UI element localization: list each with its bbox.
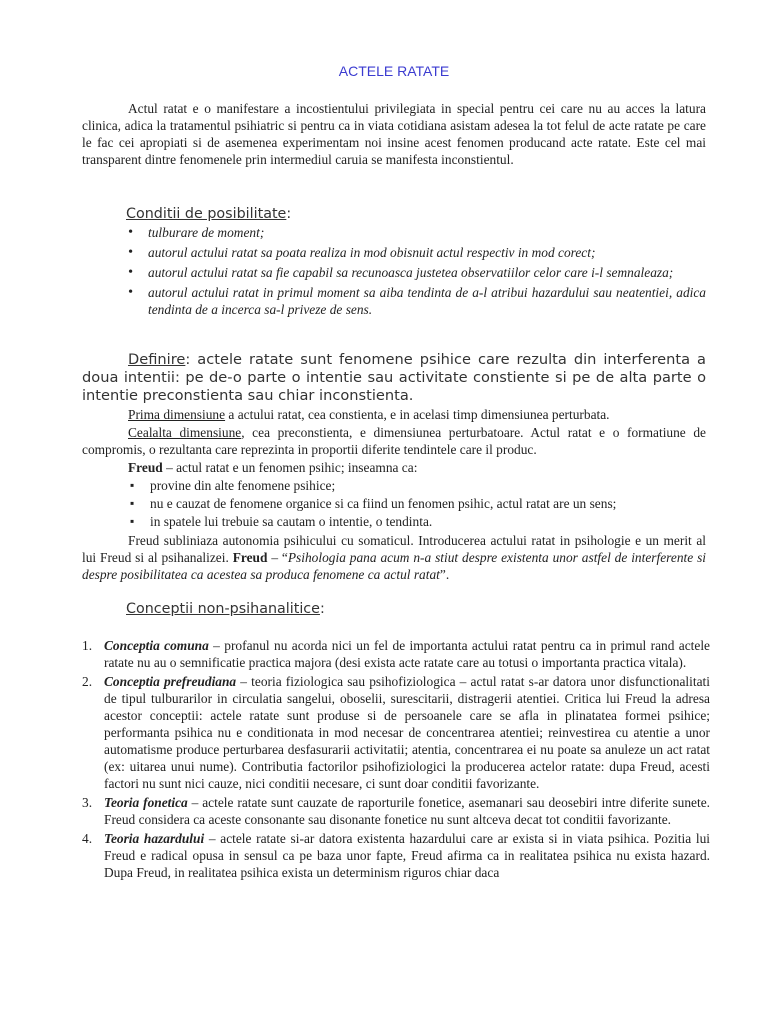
autonomy-text: Freud subliniaza autonomia psihicului cu somaticul. Introducerea actului ratat in psihologie e un merit al lui Freud si al psihanalizei. [82, 533, 706, 565]
freud-quote: Psihologia pana acum n-a stiut despre existenta unor astfel de interferente si despre posibilitatea ca acestea sa produca fenomene ca actul ratat [82, 550, 706, 582]
list-item [82, 637, 710, 671]
conceptions-heading-colon: : [319, 601, 325, 617]
list-item [82, 830, 710, 881]
conceptions-list [82, 637, 710, 881]
item-text: – actele ratate si-ar datora existenta hazardului care ar exista si in viata psihica. Pozitia lui Freud e radical opusa in sensul ca pe baza unor fapte, Freud afirma ca in realitatea psihica nu exista hazard. Dupa Freud, in realitatea psihica exista un determinism riguros chiar daca [104, 831, 710, 880]
conditions-heading-colon: : [286, 206, 292, 222]
item-text: – profanul nu acorda nici un fel de importanta actului ratat pentru ca in primul rand actele ratate nu au o semnificatie practica majora (desi exista acte ratate care au totusi o importanta practica vitala). [104, 638, 710, 670]
list-item: • autorul actului ratat sa poata realiza in mod obisnuit actul respectiv in mod corect; [126, 244, 706, 261]
freud-name: Freud [232, 550, 268, 565]
conditions-list [126, 224, 706, 318]
freud-statement-text: – actul ratat e un fenomen psihic; inseamna ca: [162, 460, 418, 475]
conceptions-heading [126, 601, 706, 618]
item-term: Teoria hazardului [104, 831, 205, 846]
item-term: Teoria fonetica [104, 795, 188, 810]
intro-paragraph: Actul ratat e o manifestare a incostientului privilegiata in special pentru cei care nu au acces la latura clinica, adica la tratamentul psihiatric si pentru ca in viata cotidiana asistam adesea la tot felul de acte ratate pe care le fac cei apropiati si de asemenea experimentam noi insine acest fenomen producand acte ratate. Este cel mai transparent dintre fenomenele prin intermediul caruia se manifesta inconstientul. [82, 101, 706, 167]
list-item [82, 673, 710, 792]
item-number: 4. [82, 831, 93, 846]
second-dimension-paragraph [82, 424, 706, 458]
list-item: ▪ in spatele lui trebuie sa cautam o intentie, o tendinta. [128, 513, 706, 530]
autonomy-paragraph [82, 532, 706, 583]
first-dimension-text: a actului ratat, cea constienta, e in acelasi timp dimensiunea perturbata. [225, 407, 610, 422]
item-term: Conceptia prefreudiana [104, 674, 237, 689]
first-dimension-paragraph [82, 406, 706, 423]
item-number: 2. [82, 674, 93, 689]
conditions-heading-text: Conditii de posibilitate [126, 206, 287, 222]
item-number: 3. [82, 795, 93, 810]
list-item: • autorul actului ratat sa fie capabil sa recunoasca justetea observatiilor celor care i-l semnaleaza; [126, 264, 706, 281]
second-dimension-label: Cealalta dimensiune [128, 425, 242, 440]
item-text: – teoria fiziologica sau psihofiziologica – actul ratat s-ar datora unor disfunctionalitati de tipul tulburarilor in circulatia sangelui, oboselii, surescitarii, distragerii atentiei. Critica lui Freud la adresa acestor conceptii: actele ratate sunt produse si de persoanele care se afla in plinatatea formei psihice; performanta psihica nu e conditionata in mod necesar de concentrarea atentiei; reinvestirea cu atentie a unor automatisme produce perturbarea desfasurarii activitatii; atentia, concentrarea ei nu poate sa anuleze un act ratat (ex: uitarea unui nume). Contributia factorilor psihofiziologici la producerea actelor ratate: dupa Freud, acesti factori nu sunt nici cauze, nici conditii necesare, ci sunt doar conditii favorizante. [104, 674, 710, 791]
item-text: – actele ratate sunt cauzate de raporturile fonetice, asemanari sau deosebiri intre diferite sunete. Freud considera ca aceste consonante sau disonante fonetice nu sunt altceva decat tot conditii favorizante. [104, 795, 711, 827]
quote-close: ”. [439, 567, 450, 582]
item-term: Conceptia comuna [104, 638, 209, 653]
list-item: ▪ provine din alte fenomene psihice; [128, 477, 706, 494]
first-dimension-label: Prima dimensiune [128, 407, 226, 422]
freud-list [128, 477, 706, 530]
list-item [82, 794, 710, 828]
definition-text: : actele ratate sunt fenomene psihice care rezulta din interferenta a doua intentii: pe de-o parte o intentie sau activitate constiente si pe de alta parte o intentie preconstienta sau chiar inconstienta. [82, 351, 706, 404]
freud-name: Freud [128, 460, 163, 475]
item-number: 1. [82, 638, 93, 653]
list-item: • autorul actului ratat in primul moment sa aiba tendinta de a-l atribui hazardului sau neatentiei, adica tendinta de a incerca sa-l priveze de sens. [126, 284, 706, 318]
definition-paragraph [82, 351, 706, 405]
conceptions-heading-text: Conceptii non-psihanalitice [126, 601, 320, 617]
definition-label: Definire [128, 351, 186, 368]
conditions-heading [126, 206, 706, 223]
conditions-section [82, 206, 706, 318]
list-item: ▪ nu e cauzat de fenomene organice si ca fiind un fenomen psihic, actul ratat are un sens; [128, 495, 706, 512]
list-item: • tulburare de moment; [126, 224, 706, 241]
second-dimension-text: , cea preconstienta, e dimensiunea perturbatoare. Actul ratat e o formatiune de compromis, o rezultanta care reprezinta in proportii diferite tendintele care il produc. [82, 425, 706, 457]
document-title: ACTELE RATATE [338, 63, 450, 79]
freud-statement [82, 459, 706, 476]
quote-open: – “ [267, 550, 288, 565]
